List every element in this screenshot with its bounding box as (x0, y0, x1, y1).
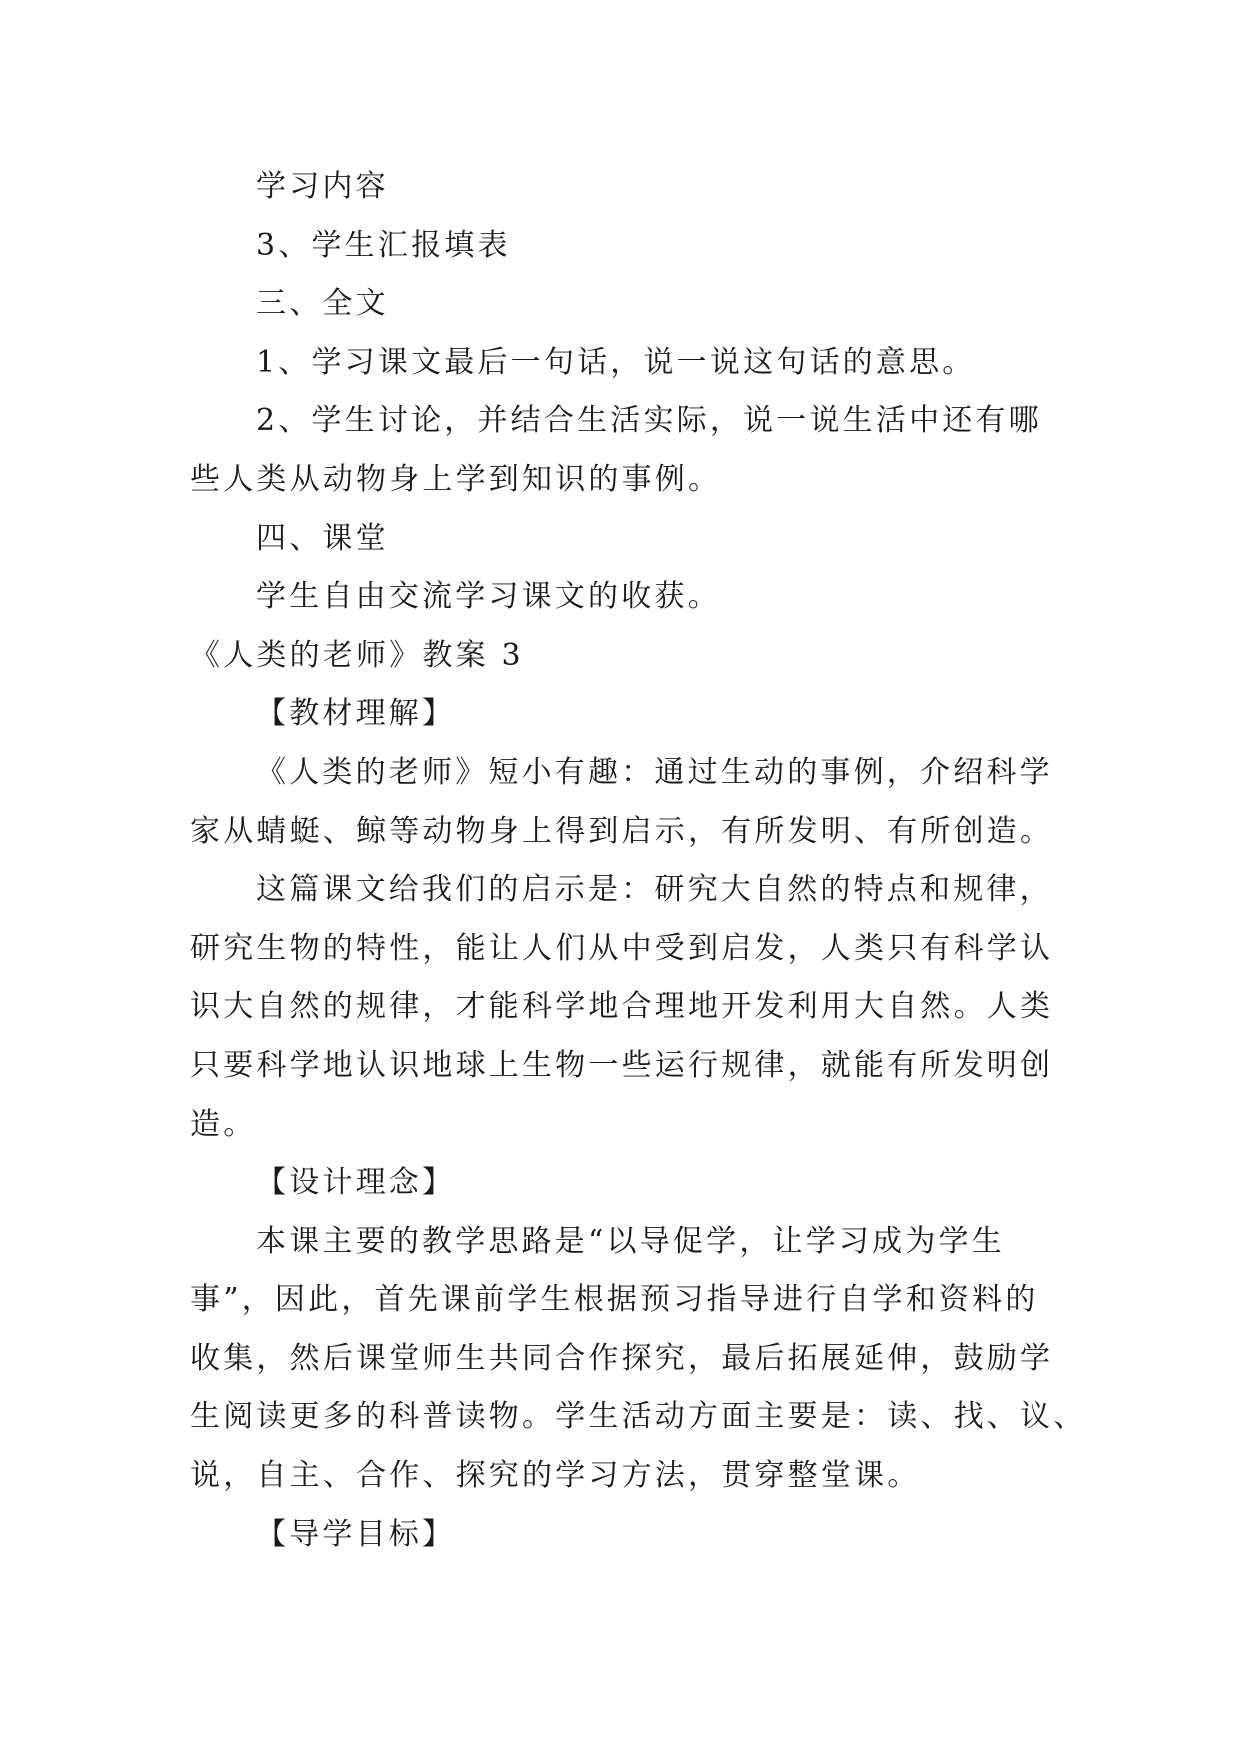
text-line: 只要科学地认识地球上生物一些运行规律，就能有所发明创 (190, 1047, 1054, 1083)
text-line: 1、学习课文最后一句话，说一说这句话的意思。 (256, 344, 976, 380)
text-line: 《人类的老师》短小有趣：通过生动的事例，介绍科学 (256, 754, 1053, 790)
section-heading: 三、全文 (256, 286, 389, 322)
section-heading: 【设计理念】 (256, 1165, 456, 1201)
text-line: 学生自由交流学习课文的收获。 (256, 579, 721, 615)
text-line: 收集，然后课堂师生共同合作探究，最后拓展延伸，鼓励学 (190, 1340, 1054, 1376)
text-line: 学习内容 (256, 169, 389, 204)
text-line: 些人类从动物身上学到知识的事例。 (190, 461, 722, 497)
text-line: 说，自主、合作、探究的学习方法，贯穿整堂课。 (190, 1458, 921, 1494)
text-line: 生阅读更多的科普读物。学生活动方面主要是：读、找、议、 (190, 1399, 1087, 1435)
text-line: 造。 (190, 1106, 257, 1142)
section-heading: 四、课堂 (256, 520, 389, 556)
text-line: 识大自然的规律，才能科学地合理地开发利用大自然。人类 (190, 989, 1054, 1025)
text-line: 研究生物的特性，能让人们从中受到启发，人类只有科学认 (190, 930, 1054, 966)
section-heading: 【教材理解】 (256, 696, 456, 732)
document-title: 《人类的老师》教案 3 (190, 637, 524, 673)
document-page (190, 158, 1087, 1564)
text-line: 事”，因此，首先课前学生根据预习指导进行自学和资料的 (190, 1282, 1039, 1318)
text-line: 家从蜻蜓、鲸等动物身上得到启示，有所发明、有所创造。 (190, 813, 1054, 849)
text-line: 2、学生讨论，并结合生活实际，说一说生活中还有哪 (256, 403, 1042, 439)
text-line: 这篇课文给我们的启示是：研究大自然的特点和规律， (256, 872, 1053, 908)
text-line: 本课主要的教学思路是“以导促学，让学习成为学生 (256, 1223, 1005, 1259)
section-heading: 【导学目标】 (256, 1516, 456, 1552)
text-line: 3、学生汇报填表 (256, 227, 511, 263)
